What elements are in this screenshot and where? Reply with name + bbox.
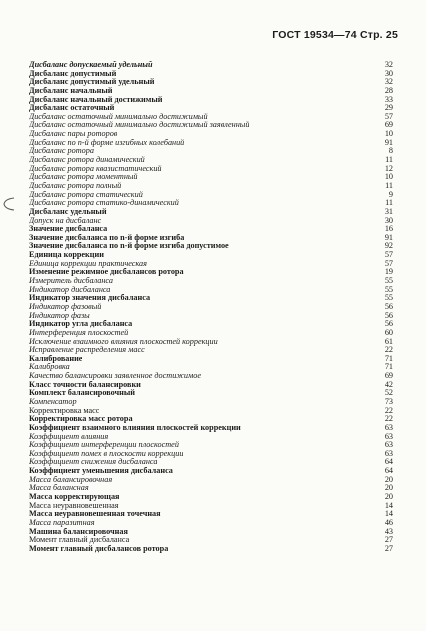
index-term: Корректировка масс ротора bbox=[29, 415, 133, 424]
index-term: Момент главный дисбаланса bbox=[29, 536, 130, 545]
index-entry bbox=[29, 208, 393, 217]
index-entry bbox=[29, 294, 393, 303]
index-entry bbox=[29, 277, 393, 286]
index-page-number: 63 bbox=[384, 448, 393, 458]
index-page-number: 32 bbox=[384, 77, 393, 87]
index-page-number: 31 bbox=[384, 206, 393, 216]
index-entry bbox=[29, 96, 393, 105]
index-term: Калибровка bbox=[29, 363, 70, 372]
index-entry bbox=[29, 320, 393, 329]
index-page-number: 55 bbox=[384, 284, 393, 294]
index-page-number: 46 bbox=[384, 517, 393, 527]
index-entry bbox=[29, 70, 393, 79]
index-entry bbox=[29, 372, 393, 381]
index-page-number: 56 bbox=[384, 319, 393, 329]
index-term: Значение дисбаланса по n-й форме изгиба допустимое bbox=[29, 242, 229, 251]
index-entry bbox=[29, 441, 393, 450]
index-term: Значение дисбаланса по n-й форме изгиба bbox=[29, 233, 185, 242]
index-entry bbox=[29, 121, 393, 130]
index-term: Компенсатор bbox=[29, 397, 77, 406]
index-entry bbox=[29, 242, 393, 251]
index-page-number: 55 bbox=[384, 293, 393, 303]
index-page-number: 64 bbox=[384, 457, 393, 467]
page-header: ГОСТ 19534—74 Стр. 25 bbox=[272, 29, 398, 41]
index-entry bbox=[29, 329, 393, 338]
index-page-number: 43 bbox=[384, 526, 393, 536]
index-page-number: 9 bbox=[388, 189, 393, 199]
index-term: Значение дисбаланса bbox=[29, 225, 108, 234]
index-entry bbox=[29, 268, 393, 277]
index-page-number: 71 bbox=[384, 362, 393, 372]
index-term: Дисбаланс ротора квазистатический bbox=[29, 164, 162, 173]
index-entry bbox=[29, 173, 393, 182]
index-term: Дисбаланс остаточный минимально достижимый заявленный bbox=[29, 121, 250, 130]
index-term: Класс точности балансировки bbox=[29, 380, 141, 389]
index-entry bbox=[29, 424, 393, 433]
index-page-number: 42 bbox=[384, 379, 393, 389]
index-page-number: 69 bbox=[384, 120, 393, 130]
index-entry bbox=[29, 61, 393, 70]
index-entry bbox=[29, 312, 393, 321]
index-entry bbox=[29, 476, 393, 485]
index-term: Масса неуравновешенная точечная bbox=[29, 510, 161, 519]
index-term: Дисбаланс остаточный bbox=[29, 104, 115, 113]
index-page-number: 27 bbox=[384, 543, 393, 553]
index-term: Индикатор фазы bbox=[29, 311, 90, 320]
index-entry bbox=[29, 78, 393, 87]
index-page-number: 33 bbox=[384, 94, 393, 104]
index-list bbox=[29, 61, 393, 554]
index-page-number: 16 bbox=[384, 224, 393, 234]
index-term: Индикатор значения дисбаланса bbox=[29, 294, 151, 303]
index-entry bbox=[29, 389, 393, 398]
index-entry bbox=[29, 225, 393, 234]
index-entry bbox=[29, 147, 393, 156]
index-term: Коэффициент уменьшения дисбаланса bbox=[29, 467, 173, 476]
index-entry bbox=[29, 234, 393, 243]
index-page-number: 11 bbox=[385, 180, 393, 190]
index-page-number: 32 bbox=[384, 60, 393, 69]
index-term: Коэффициент снижения дисбаланса bbox=[29, 458, 158, 467]
index-term: Индикатор фазовый bbox=[29, 302, 102, 311]
index-entry bbox=[29, 484, 393, 493]
index-page-number: 92 bbox=[384, 241, 393, 251]
index-term: Дисбаланс остаточный минимально достижимый bbox=[29, 112, 208, 121]
index-page-number: 63 bbox=[384, 422, 393, 432]
index-term: Дисбаланс допустимый удельный bbox=[29, 78, 155, 87]
index-page-number: 10 bbox=[384, 129, 393, 139]
index-page-number: 29 bbox=[384, 103, 393, 113]
index-term: Коэффициент влияния bbox=[29, 432, 109, 441]
index-page-number: 11 bbox=[385, 198, 393, 208]
index-entry bbox=[29, 493, 393, 502]
index-entry bbox=[29, 502, 393, 511]
index-term: Единица коррекции практическая bbox=[29, 259, 147, 268]
index-term: Качество балансировки заявленное достижимое bbox=[29, 372, 201, 381]
index-entry bbox=[29, 545, 393, 554]
index-term: Дисбаланс пары роторов bbox=[29, 130, 118, 139]
index-entry bbox=[29, 113, 393, 122]
index-entry bbox=[29, 381, 393, 390]
index-entry bbox=[29, 407, 393, 416]
index-term: Масса балансировочная bbox=[29, 475, 113, 484]
index-entry bbox=[29, 398, 393, 407]
index-term: Дисбаланс по n-й форме изгибных колебаний bbox=[29, 138, 185, 147]
index-page-number: 10 bbox=[384, 172, 393, 182]
margin-bracket-mark bbox=[2, 196, 16, 212]
index-page-number: 20 bbox=[384, 492, 393, 502]
index-page-number: 63 bbox=[384, 431, 393, 441]
index-page-number: 22 bbox=[384, 345, 393, 355]
index-page-number: 91 bbox=[384, 232, 393, 242]
index-entry bbox=[29, 199, 393, 208]
index-page-number: 14 bbox=[384, 500, 393, 510]
index-page-number: 57 bbox=[384, 111, 393, 121]
index-term: Дисбаланс удельный bbox=[29, 207, 107, 216]
index-term: Интерференция плоскостей bbox=[29, 328, 129, 337]
index-entry bbox=[29, 156, 393, 165]
index-entry bbox=[29, 165, 393, 174]
index-entry bbox=[29, 433, 393, 442]
index-entry bbox=[29, 415, 393, 424]
index-term: Дисбаланс допускаемый удельный bbox=[29, 61, 153, 69]
index-page-number: 19 bbox=[384, 267, 393, 277]
index-term: Коэффициент взаимного влияния плоскостей коррекции bbox=[29, 423, 241, 432]
index-entry bbox=[29, 286, 393, 295]
index-entry bbox=[29, 251, 393, 260]
index-entry bbox=[29, 510, 393, 519]
index-page-number: 8 bbox=[388, 146, 393, 156]
index-term: Машина балансировочная bbox=[29, 527, 128, 536]
index-entry bbox=[29, 104, 393, 113]
index-page-number: 56 bbox=[384, 301, 393, 311]
index-term: Калибрование bbox=[29, 354, 83, 363]
index-term: Дисбаланс ротора bbox=[29, 147, 94, 156]
index-page-number: 91 bbox=[384, 137, 393, 147]
index-entry bbox=[29, 139, 393, 148]
index-page-number: 55 bbox=[384, 276, 393, 286]
index-page-number: 57 bbox=[384, 258, 393, 268]
index-entry bbox=[29, 303, 393, 312]
index-page-number: 12 bbox=[384, 163, 393, 173]
index-page-number: 14 bbox=[384, 509, 393, 519]
index-entry bbox=[29, 217, 393, 226]
index-term: Дисбаланс ротора статический bbox=[29, 190, 143, 199]
index-page-number: 27 bbox=[384, 535, 393, 545]
index-term: Исключение взаимного влияния плоскостей коррекции bbox=[29, 337, 218, 346]
index-page-number: 20 bbox=[384, 483, 393, 493]
index-term: Масса балансная bbox=[29, 484, 89, 493]
index-page-number: 73 bbox=[384, 396, 393, 406]
index-entry bbox=[29, 458, 393, 467]
index-term: Масса корректирующая bbox=[29, 493, 120, 502]
index-page-number: 60 bbox=[384, 327, 393, 337]
index-term: Дисбаланс ротора моментный bbox=[29, 173, 138, 182]
index-entry bbox=[29, 191, 393, 200]
index-entry bbox=[29, 182, 393, 191]
index-term: Допуск на дисбаланс bbox=[29, 216, 102, 225]
index-entry bbox=[29, 467, 393, 476]
index-entry bbox=[29, 450, 393, 459]
index-page-number: 30 bbox=[384, 215, 393, 225]
index-page-number: 61 bbox=[384, 336, 393, 346]
index-term: Дисбаланс начальный достижимый bbox=[29, 95, 163, 104]
index-term: Корректировка масс bbox=[29, 406, 100, 415]
index-term: Коэффициент помех в плоскости коррекции bbox=[29, 449, 184, 458]
index-term: Коэффициент интерференции плоскостей bbox=[29, 441, 179, 450]
index-entry bbox=[29, 346, 393, 355]
index-page-number: 28 bbox=[384, 85, 393, 95]
index-term: Индикатор дисбаланса bbox=[29, 285, 111, 294]
index-term: Исправление распределения масс bbox=[29, 346, 145, 355]
index-page-number: 20 bbox=[384, 474, 393, 484]
index-entry bbox=[29, 260, 393, 269]
index-term: Дисбаланс ротора полный bbox=[29, 181, 122, 190]
index-term: Измеритель дисбаланса bbox=[29, 277, 113, 286]
index-term: Масса неуравновешенная bbox=[29, 501, 119, 510]
index-term: Масса паразитная bbox=[29, 518, 95, 527]
index-entry bbox=[29, 528, 393, 537]
index-page-number: 71 bbox=[384, 353, 393, 363]
index-term: Индикатор угла дисбаланса bbox=[29, 320, 133, 329]
index-term: Дисбаланс допустимый bbox=[29, 69, 117, 78]
index-page-number: 22 bbox=[384, 414, 393, 424]
index-entry bbox=[29, 536, 393, 545]
index-entry bbox=[29, 519, 393, 528]
index-page-number: 22 bbox=[384, 405, 393, 415]
index-term: Изменение режимное дисбалансов ротора bbox=[29, 268, 184, 277]
index-entry bbox=[29, 87, 393, 96]
index-term: Момент главный дисбалансов ротора bbox=[29, 544, 169, 553]
index-entry bbox=[29, 338, 393, 347]
index-entry bbox=[29, 363, 393, 372]
index-term: Дисбаланс ротора статико-динамический bbox=[29, 199, 179, 208]
index-page-number: 63 bbox=[384, 440, 393, 450]
index-page-number: 52 bbox=[384, 388, 393, 398]
index-term: Дисбаланс начальный bbox=[29, 86, 113, 95]
index-entry bbox=[29, 130, 393, 139]
index-page-number: 11 bbox=[385, 155, 393, 165]
index-page-number: 64 bbox=[384, 466, 393, 476]
index-entry bbox=[29, 355, 393, 364]
index-page-number: 30 bbox=[384, 68, 393, 78]
index-page-number: 57 bbox=[384, 250, 393, 260]
index-page-number: 69 bbox=[384, 371, 393, 381]
index-term: Дисбаланс ротора динамический bbox=[29, 156, 145, 165]
index-page-number: 56 bbox=[384, 310, 393, 320]
index-term: Единица коррекции bbox=[29, 251, 104, 260]
index-term: Комплект балансировочный bbox=[29, 389, 135, 398]
